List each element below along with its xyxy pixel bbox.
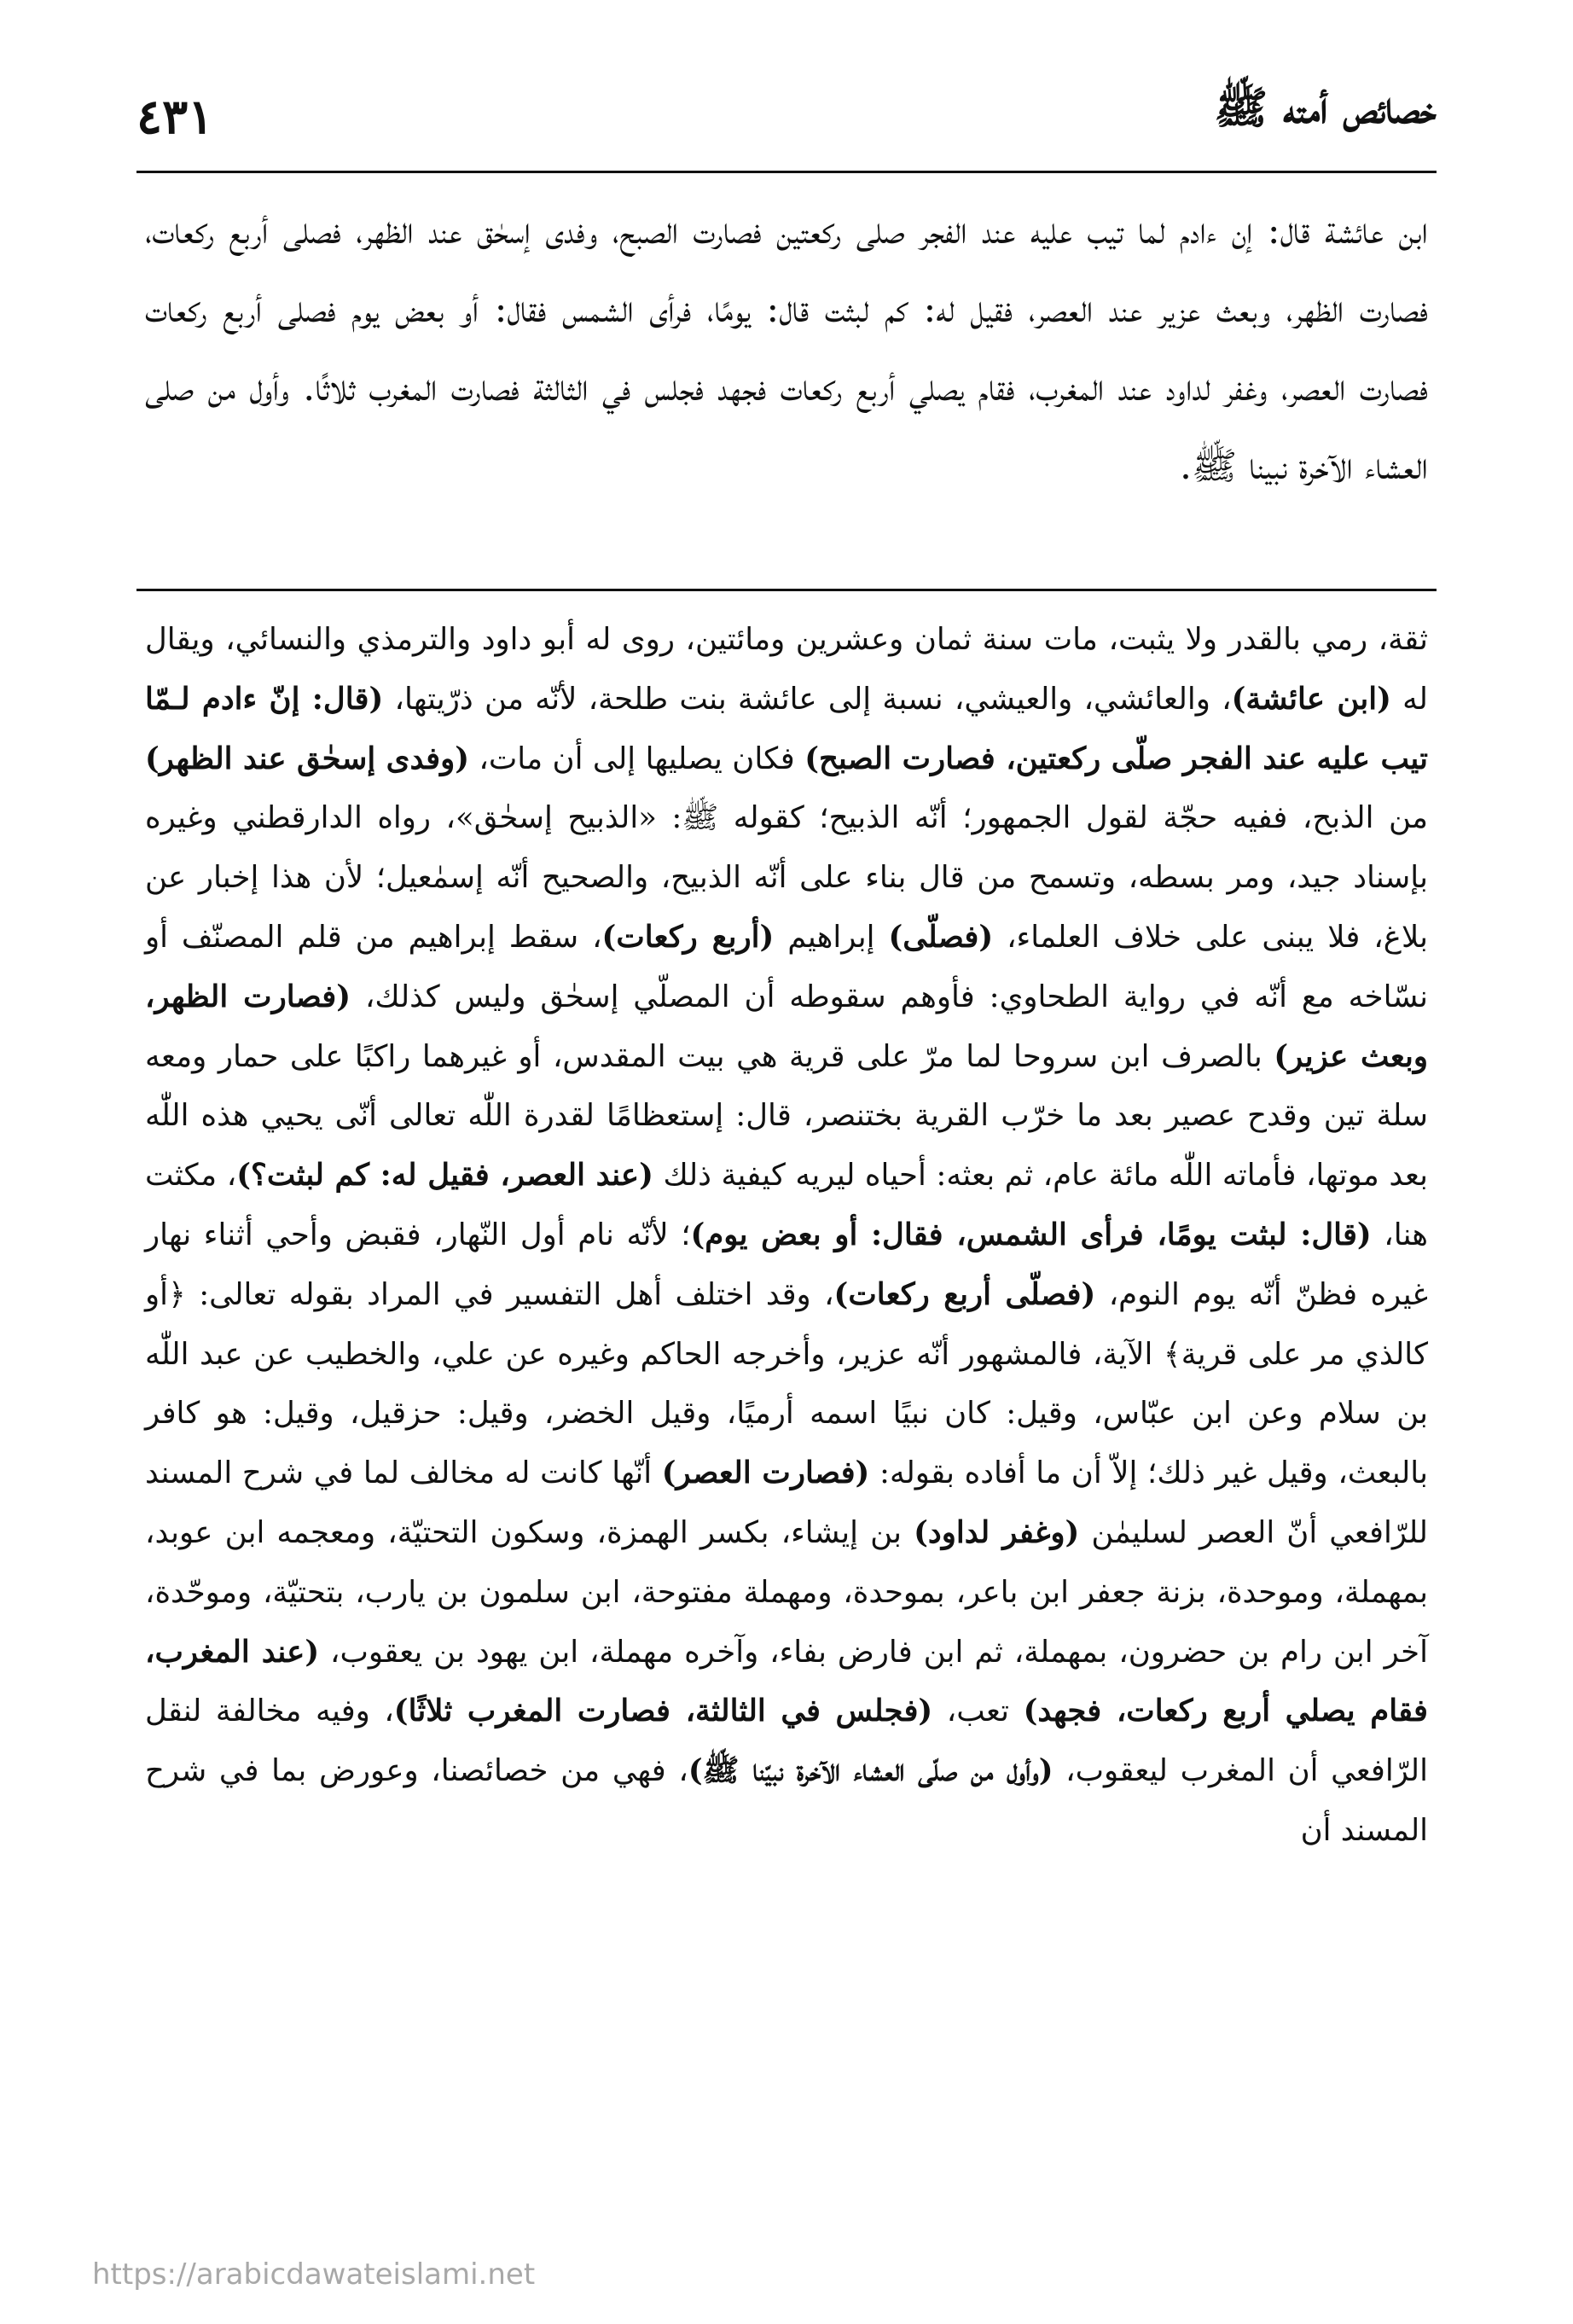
commentary-text: إبراهيم: [774, 919, 889, 955]
quoted-phrase: (فصلّى): [888, 919, 994, 955]
commentary-text: ، مكثت هنا،: [145, 1158, 1428, 1252]
commentary-text: ، وقد اختلف أهل التفسير في المراد بقوله تعالى: ﴿أو كالذي مر على قرية﴾ الآية، فالمشهور أنّه عزير، وأخرجه الحاكم وغيره عن علي، والخطيب عن عبد اللّٰه بن سلام وعن ابن عبّاس، وقيل: كان نبيًا اسمه أرميًا، وقيل الخضر، وقيل: حزقيل، وقيل: هو كافر بالبعث، وقيل غير ذلك؛ إلاّ أن ما أفاده بقوله:: [145, 1276, 1428, 1491]
header-divider: [136, 171, 1437, 173]
commentary-text: فكان يصليها إلى أن مات،: [469, 741, 805, 776]
quoted-phrase: (فصارت العصر): [661, 1455, 870, 1491]
quoted-phrase: (ابن عائشة): [1231, 681, 1391, 717]
quoted-phrase: (قال: لبثت يومًا، فرأى الشمس، فقال: أو بعض يوم): [690, 1217, 1372, 1252]
quoted-phrase: (فجلس في الثالثة، فصارت المغرب ثلاثًا): [393, 1694, 933, 1729]
main-text-paragraph: ابن عائشة قال: إن ءادم لما تيب عليه عند الفجر صلى ركعتين فصارت الصبح، وفدى إسحٰق عند الظهر، فصلى أربع ركعات، فصارت الظهر، وبعث عزير عند العصر، فقيل له: كم لبثت قال: يومًا، فرأى الشمس فقال: أو بعض يوم فصلى أربع ركعات فصارت العصر، وغفر لداود عند المغرب، فقام يصلي أربع ركعات فجهد فجلس في الثالثة فصارت المغرب ثلاثًا. وأول من صلى العشاء الآخرة نبينا ﷺ.: [145, 209, 1429, 488]
quoted-phrase: (وأول من صلّى العشاء الآخرة نبيّنا ﷺ): [688, 1753, 1054, 1789]
site-watermark: https://arabicdawateislami.net: [92, 2257, 536, 2292]
page-number: ٤٣١: [136, 89, 214, 145]
quoted-phrase: (قال: إنّ ءادم لـمّا تيب عليه عند الفجر صلّى ركعتين، فصارت الصبح): [145, 681, 1428, 776]
quoted-phrase: (فصارت الظهر، وبعث عزير): [145, 979, 1429, 1074]
quoted-phrase: (أربع ركعات): [601, 919, 775, 955]
commentary-text: من الذبح، ففيه حجّة لقول الجمهور؛ أنّه الذبيح؛ كقوله ﷺ: «الذبيح إسحٰق»، رواه الدارقطني وغيره بإسناد جيد، ومر بسطه، وتسمح من قال بناء على أنّه الذبيح، والصحيح أنّه إسمٰعيل؛ لأن هذا إخبار عن بلاغ، فلا يبنى على خلاف العلماء،: [145, 800, 1429, 955]
commentary-text: تعب،: [932, 1694, 1024, 1729]
commentary-text: ، والعائشي، والعيشي، نسبة إلى عائشة بنت طلحة، لأنّه من ذرّيتها،: [383, 681, 1232, 717]
commentary-text: أنّها كانت له مخالف لما في شرح المسند للرّافعي أنّ العصر لسليمٰن: [145, 1455, 1428, 1550]
commentary-text: ؛ لأنّه نام أول النّهار، فقبض وأحي أثناء نهار غيره فظنّ أنّه يوم النوم،: [145, 1217, 1428, 1312]
quoted-phrase: (وفدى إسحٰق عند الظهر): [145, 741, 470, 776]
page-header: [136, 68, 1437, 145]
commentary-block: [145, 610, 1428, 1861]
quoted-phrase: (فصلّى أربع ركعات): [833, 1276, 1096, 1312]
quoted-phrase: (عند المغرب، فقام يصلي أربع ركعات، فجهد): [145, 1634, 1428, 1729]
commentary-divider: [136, 589, 1437, 591]
commentary-text: ، سقط إبراهيم من قلم المصنّف أو نسّاخه مع أنّه في رواية الطحاوي: فأوهم سقوطه أن المصلّي إسحٰق وليس كذلك،: [145, 919, 1428, 1014]
commentary-paragraph: [145, 610, 1428, 1861]
commentary-text: ، وفيه مخالفة لنقل الرّافعي أن المغرب ليعقوب،: [145, 1694, 1428, 1789]
commentary-text: بن إيشاء، بكسر الهمزة، وسكون التحتيّة، ومعجمه ابن عوبد، بمهملة، وموحدة، بزنة جعفر ابن باعر، بموحدة، ومهملة مفتوحة، ابن سلمون بن يارب، بتحتيّة، وموحّدة، آخر ابن رام بن حضرون، بمهملة، ثم ابن فارض بفاء، وآخره مهملة، ابن يهود بن يعقوب،: [145, 1514, 1428, 1670]
commentary-text: بالصرف ابن سروحا لما مرّ على قرية هي بيت المقدس، أو غيرهما راكبًا على حمار ومعه سلة تين وقدح عصير بعد ما خرّب القرية بختنصر، قال: إستعظامًا لقدرة اللّٰه تعالى أنّى يحيي هذه اللّٰه بعد موتها، فأماته اللّٰه مائة عام، ثم بعثه: أحياه ليريه كيفية ذلك: [145, 1038, 1428, 1194]
quoted-phrase: (عند العصر، فقيل له: كم لبثت؟): [236, 1158, 653, 1194]
main-text-block: [145, 192, 1428, 506]
quoted-phrase: (وغفر لداود): [914, 1514, 1080, 1550]
commentary-text: ثقة، رمي بالقدر ولا يثبت، مات سنة ثمان وعشرين ومائتين، روى له أبو داود والترمذي والنسائي، ويقال له: [145, 622, 1428, 717]
commentary-text: ، فهي من خصائصنا، وعورض بما في شرح المسند أن: [145, 1753, 1428, 1848]
running-title: خصائص أمته ﷺ: [1214, 82, 1437, 134]
